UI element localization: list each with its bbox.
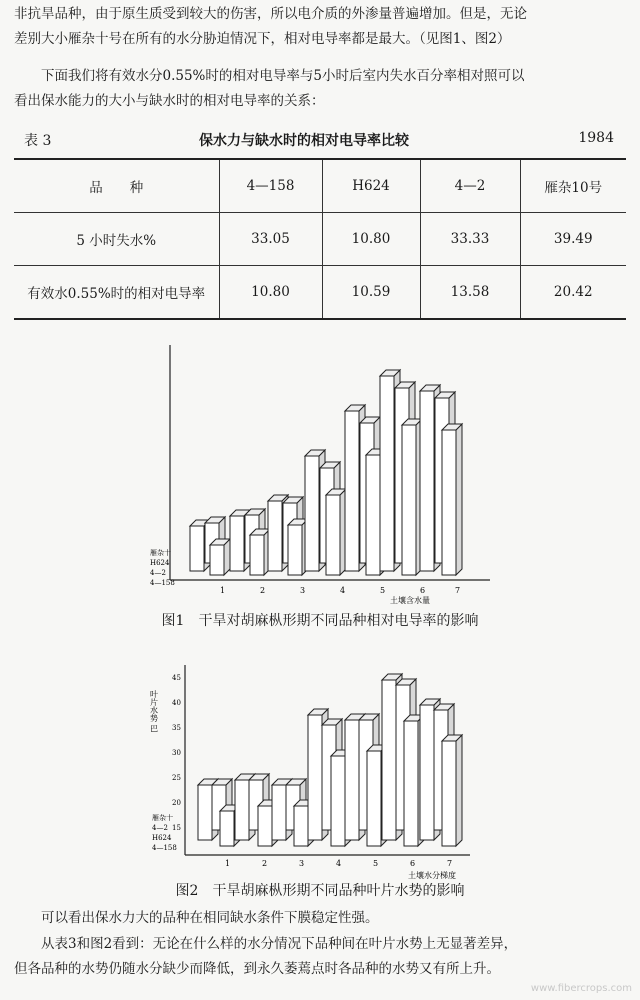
table-row bbox=[14, 213, 626, 266]
x-tick: 3 bbox=[299, 859, 305, 868]
bar-face bbox=[382, 680, 396, 840]
x-tick: 1 bbox=[220, 586, 226, 595]
x-tick: 4 bbox=[340, 586, 346, 595]
x-tick: 3 bbox=[300, 586, 306, 595]
table-title: 保水力与缺水时的相对电导率比较 bbox=[199, 133, 409, 149]
bar-face bbox=[308, 715, 322, 840]
figure2-chart bbox=[150, 650, 490, 880]
bar-face bbox=[331, 756, 345, 846]
bar-face bbox=[230, 516, 244, 571]
table-label: 表 3 bbox=[24, 133, 52, 149]
table-heading bbox=[14, 128, 626, 152]
text-line: 下面我们将有效水分0.55%时的相对电导率与5小时后室内失水百分率相对照可以 bbox=[41, 68, 525, 84]
bar-face bbox=[288, 525, 302, 575]
y-tick: 45 bbox=[172, 674, 181, 682]
x-tick: 2 bbox=[262, 859, 268, 868]
series-label: 4—158 bbox=[150, 579, 175, 587]
table-cell: 10.80 bbox=[322, 213, 420, 266]
bar-face bbox=[326, 495, 340, 575]
bar-face bbox=[442, 741, 456, 846]
table-header-row bbox=[14, 159, 626, 213]
table-year: 1984 bbox=[578, 130, 614, 146]
bar-face bbox=[258, 806, 272, 846]
x-tick: 2 bbox=[260, 586, 266, 595]
comparison-table bbox=[14, 158, 626, 320]
y-tick: 15 bbox=[172, 824, 181, 832]
table-cell: 39.49 bbox=[520, 213, 626, 266]
series-label: H624 bbox=[150, 559, 170, 567]
header-cell: H624 bbox=[322, 159, 420, 213]
row-label: 有效水0.55%时的相对电导率 bbox=[27, 286, 206, 302]
bar-face bbox=[220, 811, 234, 846]
figure1-chart bbox=[150, 335, 510, 605]
watermark: www.fibercrops.com bbox=[530, 983, 632, 994]
bar-face bbox=[404, 721, 418, 846]
bar-face bbox=[198, 785, 212, 840]
bar-face bbox=[420, 391, 434, 571]
y-tick: 35 bbox=[172, 724, 181, 732]
table-cell: 20.42 bbox=[520, 266, 626, 320]
x-tick: 5 bbox=[373, 859, 379, 868]
table-cell: 33.33 bbox=[420, 213, 520, 266]
figure2-bars bbox=[198, 674, 462, 846]
table-cell: 33.05 bbox=[219, 213, 322, 266]
x-tick: 7 bbox=[447, 859, 453, 868]
bar-face bbox=[345, 411, 359, 571]
series-label: 4—158 bbox=[152, 844, 177, 852]
x-axis-label: 土壤水分梯度 bbox=[408, 871, 456, 880]
series-label: 雁杂十 bbox=[152, 814, 173, 822]
bar-face bbox=[250, 535, 264, 575]
bar-face bbox=[190, 526, 204, 571]
bar-face bbox=[366, 455, 380, 575]
text-line: 差别大小雁杂十号在所有的水分胁迫情况下，相对电导率都是最大。（见图1、图2） bbox=[14, 31, 511, 47]
text-line: 可以看出保水力大的品种在相同缺水条件下膜稳定性强。 bbox=[41, 910, 379, 926]
paragraph-water-potential bbox=[14, 932, 630, 982]
header-cell: 雁杂10号 bbox=[520, 159, 626, 213]
figure1-caption: 图1 干旱对胡麻枞形期不同品种相对电导率的影响 bbox=[161, 613, 479, 629]
bar-face bbox=[380, 376, 394, 571]
series-label: 4—2 bbox=[150, 569, 166, 577]
y-tick: 20 bbox=[172, 799, 181, 807]
paragraph-relation bbox=[14, 64, 630, 114]
series-label: 4—2 bbox=[152, 824, 168, 832]
row-label: 5 小时失水% bbox=[76, 233, 157, 249]
bar-face bbox=[456, 424, 462, 575]
x-axis-label: 土壤含水量 bbox=[390, 596, 430, 605]
y-axis-label: 叶片水势 巴 bbox=[150, 690, 159, 733]
x-tick: 5 bbox=[380, 586, 386, 595]
figure1-bars bbox=[190, 370, 462, 575]
bar-face bbox=[345, 720, 359, 840]
table-row bbox=[14, 266, 626, 320]
bar-face bbox=[268, 501, 282, 571]
bar-face bbox=[420, 705, 434, 840]
bar-face bbox=[367, 751, 381, 846]
bar-face bbox=[456, 735, 462, 846]
series-label: H624 bbox=[152, 834, 172, 842]
table-cell: 10.59 bbox=[322, 266, 420, 320]
header-cell: 品 种 bbox=[89, 180, 144, 196]
y-tick: 40 bbox=[172, 699, 181, 707]
bar-face bbox=[402, 425, 416, 575]
bar-face bbox=[272, 785, 286, 840]
text-line: 看出保水能力的大小与缺水时的相对电导率的关系： bbox=[14, 93, 325, 109]
x-tick: 6 bbox=[410, 859, 416, 868]
y-tick: 30 bbox=[172, 749, 181, 757]
bar-face bbox=[210, 545, 224, 575]
y-tick: 25 bbox=[172, 774, 181, 782]
bar-face bbox=[294, 806, 308, 846]
header-cell: 4—158 bbox=[219, 159, 322, 213]
table-cell: 13.58 bbox=[420, 266, 520, 320]
series-label: 雁杂十 bbox=[150, 549, 171, 557]
paragraph-intro bbox=[14, 2, 630, 52]
x-tick: 4 bbox=[336, 859, 342, 868]
figure1-x-ticks bbox=[220, 586, 460, 595]
text-line: 但各品种的水势仍随水分缺少而降低，到永久萎蔫点时各品种的水势又有所上升。 bbox=[14, 961, 500, 977]
text-line: 非抗旱品种，由于原生质受到较大的伤害，所以电介质的外渗量普遍增加。但是，无论 bbox=[14, 6, 527, 22]
header-cell: 4—2 bbox=[420, 159, 520, 213]
bar-face bbox=[305, 456, 319, 571]
x-tick: 6 bbox=[420, 586, 426, 595]
x-tick: 1 bbox=[225, 859, 231, 868]
paragraph-conclusion bbox=[14, 906, 630, 931]
text-line: 从表3和图2看到：无论在什么样的水分情况下品种间在叶片水势上无显著差异， bbox=[41, 936, 518, 952]
bar-face bbox=[235, 780, 249, 840]
figure2-caption: 图2 干旱胡麻枞形期不同品种叶片水势的影响 bbox=[175, 883, 465, 899]
bar-face bbox=[442, 430, 456, 575]
table-cell: 10.80 bbox=[219, 266, 322, 320]
x-tick: 7 bbox=[455, 586, 461, 595]
